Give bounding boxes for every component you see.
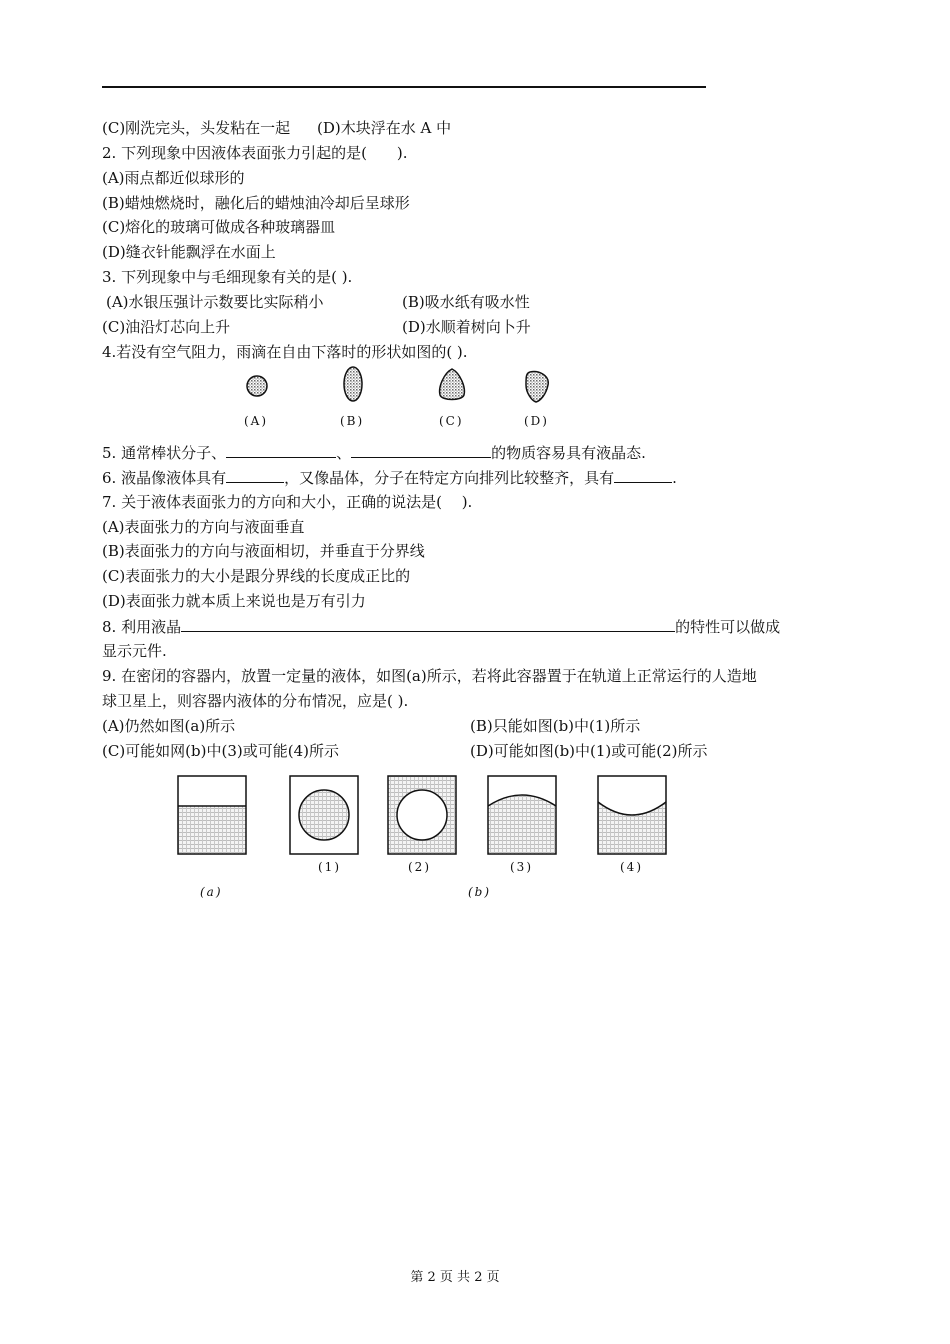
q7-option-b: (B)表面张力的方向与液面相切，并垂直于分界线 — [102, 542, 425, 560]
container-a — [178, 776, 246, 854]
question-9-line-2: 球卫星上，则容器内液体的分布情况，应是( ). — [102, 692, 409, 710]
q3-option-b: (B)吸水纸有吸水性 — [402, 293, 530, 311]
fig4-label-b: (B) — [340, 414, 365, 428]
question-8 — [102, 615, 822, 638]
raindrop-pointed-top — [440, 369, 465, 400]
q3-option-d: (D)水顺着树向卜升 — [402, 318, 531, 336]
q2-option-a: (A)雨点都近似球形的 — [102, 169, 245, 187]
q9-options-row1 — [102, 715, 822, 737]
q6-text-2: ，又像晶体，分子在特定方向排列比较整齐，具有 — [284, 469, 615, 487]
q3-option-c: (C)油沿灯芯向上升 — [102, 318, 231, 336]
question-7: 7. 关于液体表面张力的方向和大小，正确的说法是( ). — [102, 493, 473, 511]
q8-blank[interactable] — [181, 615, 675, 632]
q8-text-1: 8. 利用液晶 — [102, 618, 182, 636]
fig4-label-c: (C) — [439, 414, 464, 428]
raindrop-shapes-figure — [230, 365, 570, 435]
q3-options-row1 — [106, 291, 826, 313]
q3-option-a: (A)水银压强计示数要比实际稍小 — [106, 293, 324, 311]
fig4-label-d: (D) — [524, 414, 549, 428]
q5-text-3: 的物质容易具有液晶态. — [491, 444, 646, 462]
container-3 — [488, 776, 556, 854]
q5-text-1: 5. 通常棒状分子、 — [102, 444, 227, 462]
fig9-label-3: (3) — [510, 860, 533, 874]
q2-option-d: (D)缝衣针能飘浮在水面上 — [102, 243, 276, 261]
q2-option-c: (C)熔化的玻璃可做成各种玻璃器皿 — [102, 218, 336, 236]
q5-blank-2[interactable] — [351, 441, 491, 458]
raindrop-asymmetric — [526, 372, 548, 402]
q8-continuation: 显示元件. — [102, 642, 167, 660]
q6-text-3: . — [672, 469, 677, 487]
fig9-label-1: (1) — [318, 860, 341, 874]
fig4-label-a: (A) — [244, 414, 269, 428]
q1-option-c: (C)刚洗完头，头发粘在一起 — [102, 119, 291, 137]
question-2: 2. 下列现象中因液体表面张力引起的是( ). — [102, 144, 408, 162]
container-2 — [388, 776, 456, 854]
q7-option-c: (C)表面张力的大小是跟分界线的长度成正比的 — [102, 567, 411, 585]
q8-text-2: 的特性可以做成 — [675, 618, 781, 636]
page-footer: 第 2 页 共 2 页 — [410, 1270, 500, 1285]
question-3: 3. 下列现象中与毛细现象有关的是( ). — [102, 268, 353, 286]
q3-options-row2 — [102, 316, 822, 338]
question-5 — [102, 441, 822, 464]
container-figure — [170, 772, 690, 862]
container-4 — [598, 776, 666, 854]
q9-option-c: (C)可能如网(b)中(3)或可能(4)所示 — [102, 742, 339, 760]
question-9-line-1: 9. 在密闭的容器内，放置一定量的液体，如图(a)所示，若将此容器置于在轨道上正常运行的人造地 — [102, 667, 757, 685]
fig9-group-label-a: (a) — [200, 885, 223, 899]
raindrop-elongated — [344, 367, 362, 401]
q6-blank-1[interactable] — [226, 466, 284, 483]
q1-option-d: (D)木块浮在水 A 中 — [316, 119, 452, 137]
fig9-label-4: (4) — [620, 860, 643, 874]
q9-option-a: (A)仍然如图(a)所示 — [102, 717, 236, 735]
container-1 — [290, 776, 358, 854]
header-rule — [102, 86, 706, 88]
q7-option-d: (D)表面张力就本质上来说也是万有引力 — [102, 592, 366, 610]
q5-blank-1[interactable] — [226, 441, 336, 458]
q2-option-b: (B)蜡烛燃烧时，融化后的蜡烛油冷却后呈球形 — [102, 194, 410, 212]
q6-text-1: 6. 液晶像液体具有 — [102, 469, 227, 487]
question-6 — [102, 466, 822, 489]
q1-options-line — [102, 117, 822, 139]
raindrop-sphere — [247, 376, 267, 396]
fig9-group-label-b: (b) — [468, 885, 492, 899]
q9-options-row2 — [102, 740, 822, 762]
question-4: 4.若没有空气阻力，雨滴在自由下落时的形状如图的( ). — [102, 343, 468, 361]
q7-option-a: (A)表面张力的方向与液面垂直 — [102, 518, 305, 536]
fig9-label-2: (2) — [408, 860, 431, 874]
q9-option-d: (D)可能如图(b)中(1)或可能(2)所示 — [470, 742, 708, 760]
q6-blank-2[interactable] — [614, 466, 672, 483]
q5-text-2: 、 — [336, 444, 352, 462]
q9-option-b: (B)只能如图(b)中(1)所示 — [470, 717, 641, 735]
